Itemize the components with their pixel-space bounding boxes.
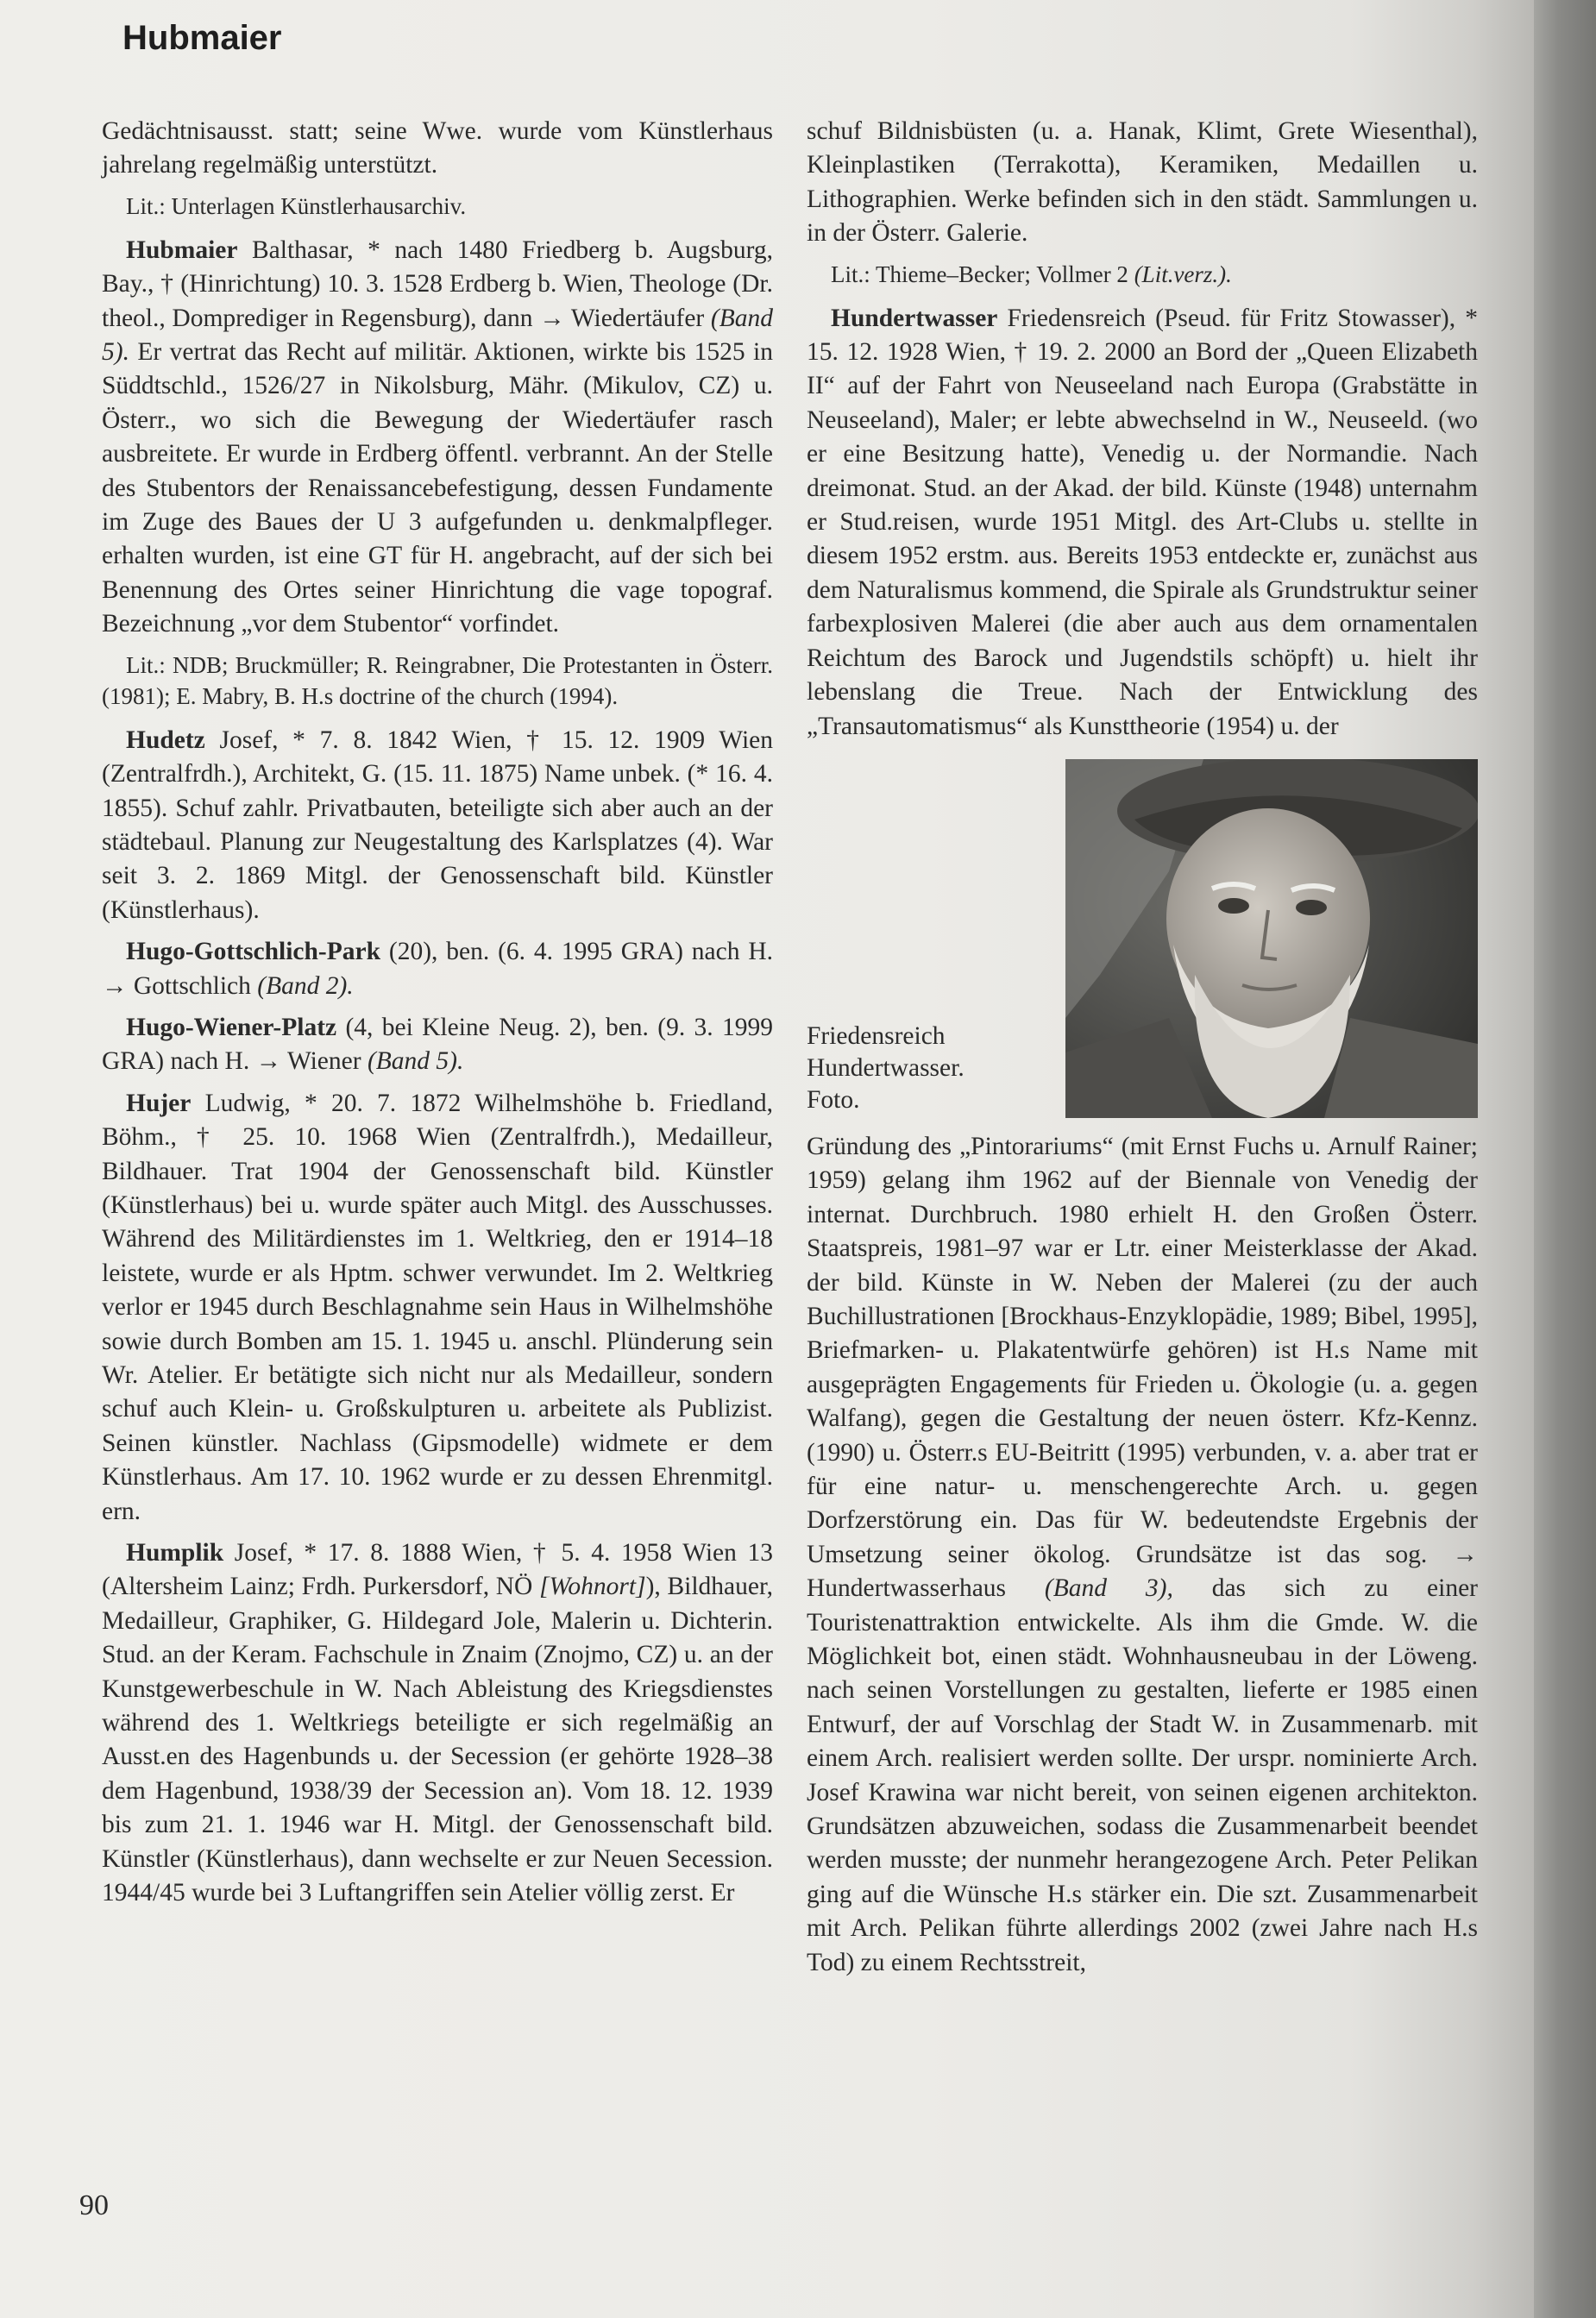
entry-headword: Hujer — [126, 1089, 192, 1117]
entry-hugo-wiener-platz: Hugo-Wiener-Platz (4, bei Kleine Neug. 2), ben. (9. 3. 1999 GRA) nach H. → Wiener (Band 5). — [102, 1013, 773, 1076]
page-number: 90 — [79, 2189, 109, 2221]
left-column — [102, 115, 773, 1919]
paragraph-continuation: Gedächtnisausst. statt; seine Wwe. wurde vom Künstlerhaus jahrelang regelmäßig unterstützt. — [102, 117, 773, 179]
cross-reference: (Band 3), — [1044, 1574, 1173, 1603]
literature-note: Lit.: Unterlagen Künstlerhausarchiv. — [126, 192, 467, 219]
entry-headword: Hugo-Gottschlich-Park — [126, 938, 380, 966]
photo-caption: Friedensreich Hundertwasser. Foto. — [807, 1021, 965, 1114]
cross-reference: (Lit.verz.). — [1134, 261, 1232, 287]
book-edge — [1534, 0, 1596, 2318]
entry-hugo-gottschlich-park: Hugo-Gottschlich-Park (20), ben. (6. 4. 1995 GRA) nach H. → Gottschlich (Band 2). — [102, 938, 773, 1000]
cross-reference: [Wohnort] — [539, 1573, 646, 1601]
entry-hundertwasser: Hundertwasser Friedensreich (Pseud. für Fritz Stowasser), * 15. 12. 1928 Wien, † 19. 2. 2000 an Bord der „Queen Elizabeth II“ auf der Fahrt von Neuseeland nach Europa (Grabstätte in Neuseeland), Maler; er lebte abwechselnd in W., Neuseeld. (wo er eine Besitzung hatte), Venedig u. der Normandie. Nach dreimonat. Stud. an der Akad. der bild. Künste (1948) unternahm er Stud.reisen, wurde 1951 Mitgl. des Art-Clubs u. stellte in diesem 1952 erstm. aus. Bereits 1953 entdeckte er, zunächst aus dem Naturalismus kommend, die Spirale als Grundstruktur seiner farbexplosiven Malerei (die aber auch aus dem ornamentalen Reichtum des Barock und Jugendstils schöpft) u. hielt ihr lebenslang die Treue. Nach der Entwicklung des „Transautomatismus“ als Kunsttheorie (1954) u. der — [807, 304, 1478, 740]
portrait-figure — [807, 759, 1478, 1118]
cross-reference: (Band 5). — [102, 304, 773, 367]
entry-hujer: Hujer Ludwig, * 20. 7. 1872 Wilhelmshöhe b. Friedland, Böhm., † 25. 10. 1968 Wien (Zentralfrdh.), Medailleur, Bildhauer. Trat 1904 der Genossenschaft bild. Künstler (Künstlerhaus) bei u. wurde später auch Mitgl. des Ausschusses. Während des Militärdienstes im 1. Weltkrieg, den er 1914–18 leistete, wurde er als Hptm. schwer verwundet. Im 2. Weltkrieg verlor er 1945 durch Beschlagnahme sein Haus in Wilhelmshöhe sowie durch Bomben am 15. 1. 1945 u. anschl. Plünderung sein Wr. Atelier. Er betätigte sich nicht nur als Medailleur, sondern schuf auch Klein- u. Großskulpturen u. arbeitete als Publizist. Seinen künstler. Nachlass (Gipsmodelle) widmete er dem Künstlerhaus. Am 17. 10. 1962 wurde er zu dessen Ehrenmitgl. ern. — [102, 1089, 773, 1525]
running-head: Hubmaier — [123, 19, 282, 57]
entry-headword: Humplik — [126, 1539, 224, 1567]
cross-reference: (Band 5). — [367, 1047, 464, 1076]
paragraph-continuation: schuf Bildnisbüsten (u. a. Hanak, Klimt, Grete Wiesenthal), Kleinplastiken (Terrakotta), Keramiken, Medaillen u. Lithographien. Werke befinden sich in den städt. Sammlungen u. in der Österr. Galerie. — [807, 117, 1478, 248]
entry-hubmaier: Hubmaier Balthasar, * nach 1480 Friedberg b. Augsburg, Bay., † (Hinrichtung) 10. 3. 1528 Erdberg b. Wien, Theologe (Dr. theol., Domprediger in Regensburg), dann → Wiedertäufer (Band 5). Er vertrat das Recht auf militär. Aktionen, wirkte bis 1525 in Süddtschld., 1526/27 in Nikolsburg, Mähr. (Mikulov, CZ) u. Österr., wo sich die Bewegung der Wiedertäufer rasch ausbreitete. Er wurde in Erdberg öffentl. verbrannt. An der Stelle des Stubentors der Renaissancebefestigung, dessen Fundamente im Zuge des Baues der U 3 aufgefunden u. denkmalpfleger. erhalten wurden, ist eine GT für H. angebracht, auf der sich bei Benennung des Ortes seiner Hinrichtung die vage topograf. Bezeichnung „vor dem Stubentor“ vorfindet. — [102, 236, 773, 638]
entry-headword: Hudetz — [126, 726, 205, 754]
literature-note: Lit.: NDB; Bruckmüller; R. Reingrabner, Die Protestanten in Österr. (1981); E. Mabry, B. H.s doctrine of the church (1994). — [102, 651, 773, 709]
entry-hundertwasser-continued: Gründung des „Pintorariums“ (mit Ernst Fuchs u. Arnulf Rainer; 1959) gelang ihm 1962 auf der Biennale von Venedig der internat. Durchbruch. 1980 erhielt H. den Großen Österr. Staatspreis, 1981–97 war er Ltr. einer Meisterklasse der Akad. der bild. Künste in W. Neben der Malerei (zu der auch Buchillustrationen [Brockhaus-Enzyklopädie, 1989; Bibel, 1995], Briefmarken- u. Plakatentwürfe gehören) ist H.s Name mit ausgeprägten Engagements für Frieden u. Ökologie (u. a. gegen Walfang), gegen die Gestaltung der neuen österr. Kfz-Kennz. (1990) u. Österr.s EU-Beitritt (1995) verbunden, v. a. aber trat er für eine natur- u. menschengerechte Arch. u. gegen Dorfzerstörung ein. Das für W. bedeutendste Ergebnis der Umsetzung seiner ökolog. Grundsätze ist das sog. → Hundertwasserhaus (Band 3), das sich zu einer Touristenattraktion entwickelte. Als ihm die Gmde. W. die Möglichkeit bot, einen städt. Wohnhausneubau in der Löweng. nach seinen Vorstellungen zu gestalten, lieferte er 1985 einen Entwurf, der auf Vorschlag der Stadt W. in Zusammenarb. mit einem Arch. realisiert werden sollte. Der urspr. nominierte Arch. Josef Krawina war nicht bereit, von seinen eigenen architekton. Grundsätzen abzuweichen, sodass die Zusammenarbeit beendet werden musste; der nunmehr herangezogene Arch. Peter Pelikan ging auf die Wünsche H.s stärker ein. Die szt. Zusammenarbeit mit Arch. Pelikan führte allerdings 2002 (zwei Jahre nach H.s Tod) zu einem Rechtsstreit, — [807, 1132, 1478, 1976]
literature-note: Lit.: Thieme–Becker; Vollmer 2 (Lit.verz.). — [831, 261, 1232, 287]
right-column — [807, 115, 1478, 1988]
portrait-photo — [1065, 759, 1478, 1118]
entry-headword: Hundertwasser — [831, 304, 998, 332]
portrait-image — [1065, 759, 1478, 1118]
cross-reference: (Band 2). — [257, 971, 354, 1000]
entry-headword: Hugo-Wiener-Platz — [126, 1013, 337, 1041]
entry-humplik: Humplik Josef, * 17. 8. 1888 Wien, † 5. 4. 1958 Wien 13 (Altersheim Lainz; Frdh. Purkersdorf, NÖ [Wohnort]), Bildhauer, Medailleur, Graphiker, G. Hildegard Jole, Malerin u. Dichterin. Stud. an der Keram. Fachschule in Znaim (Znojmo, CZ) u. an der Kunstgewerbeschule in W. Nach Ableistung des Kriegsdienstes während des 1. Weltkriegs beteiligte er sich regelmäßig an Ausst.en des Hagenbunds u. der Secession (er gehörte 1928–38 dem Hagenbund, 1938/39 der Secession an). Vom 18. 12. 1939 bis zum 21. 1. 1946 war H. Mitgl. der Genossenschaft bild. Künstler (Künstlerhaus), dann wechselte er zur Neuen Secession. 1944/45 wurde bei 3 Luftangriffen sein Atelier völlig zerst. Er — [102, 1539, 773, 1907]
entry-headword: Hubmaier — [126, 236, 238, 264]
entry-hudetz: Hudetz Josef, * 7. 8. 1842 Wien, † 15. 12. 1909 Wien (Zentralfrdh.), Architekt, G. (15. 11. 1875) Name unbek. (* 16. 4. 1855). Schuf zahlr. Privatbauten, beteiligte sich aber auch an der städtebaul. Planung zur Neugestaltung des Karlsplatzes (4). War seit 3. 2. 1869 Mitgl. der Genossenschaft bild. Künstler (Künstlerhaus). — [102, 726, 773, 924]
